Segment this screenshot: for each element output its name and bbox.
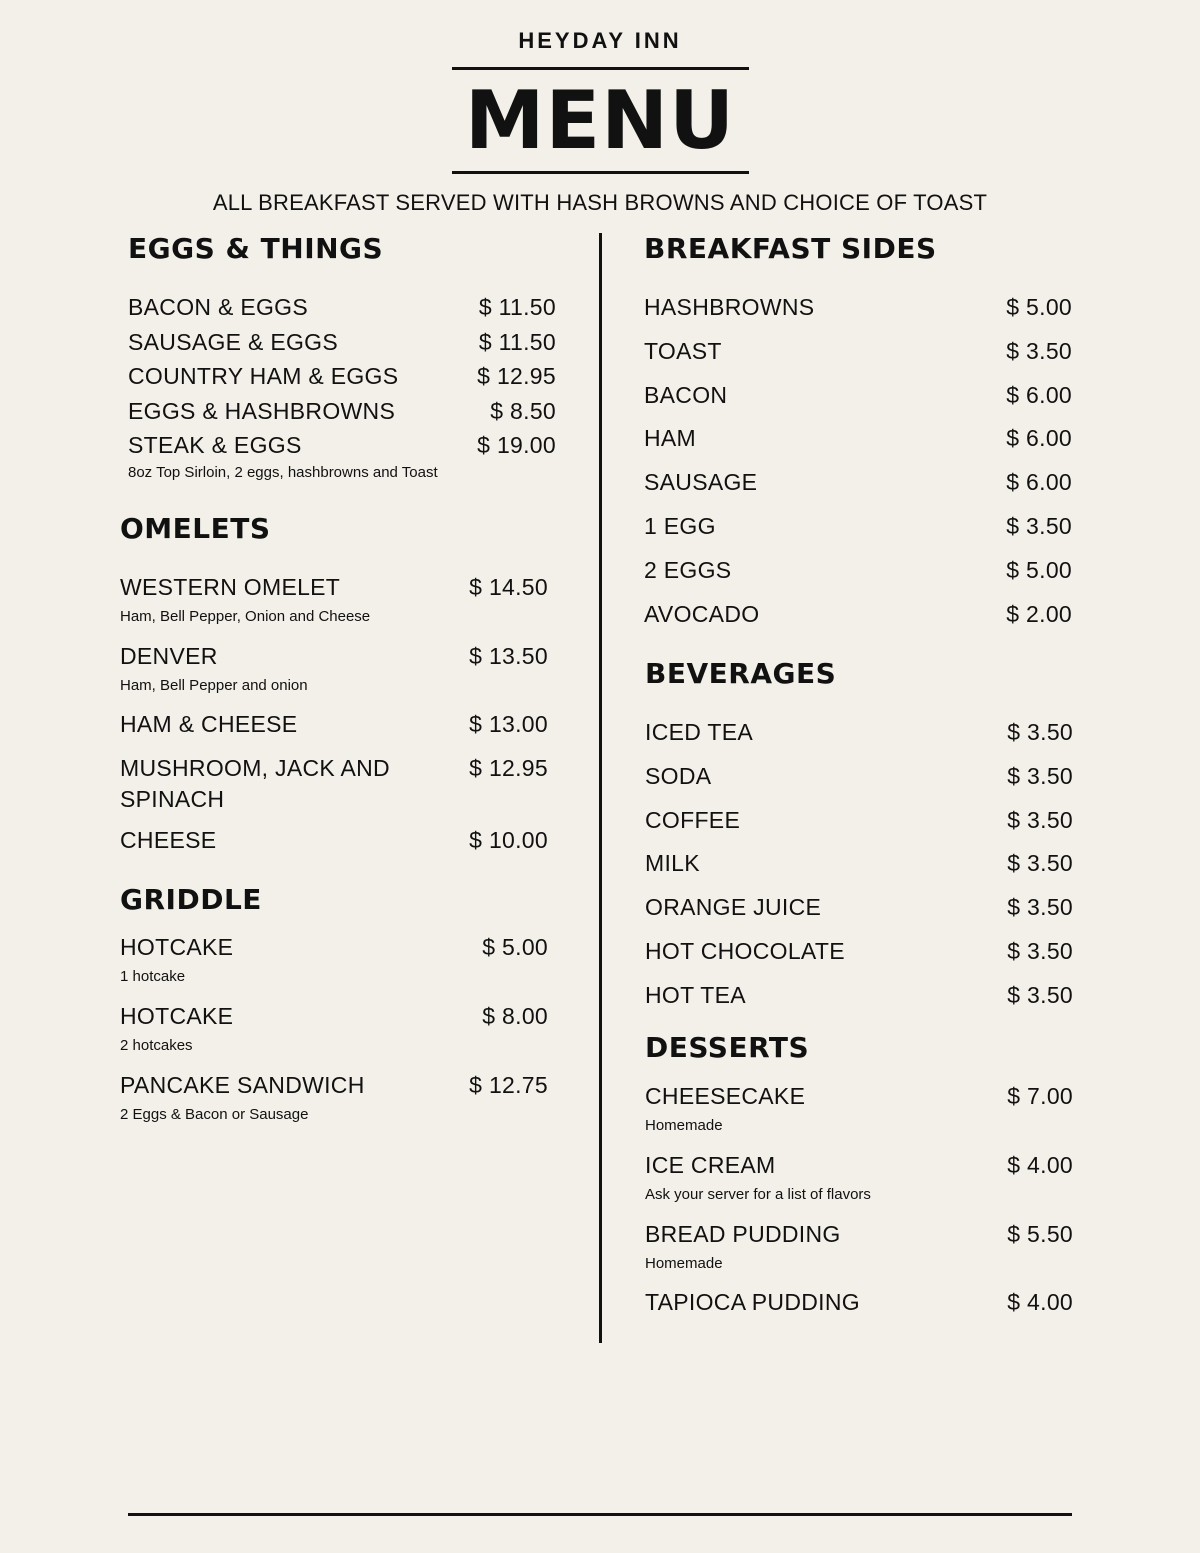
title-bottom-rule: [452, 171, 749, 174]
item-name: BREAD PUDDING: [645, 1221, 841, 1247]
item-price: $ 13.00: [469, 711, 548, 737]
item-name: ICE CREAM: [645, 1152, 776, 1178]
section-eggs-things: [128, 232, 556, 266]
menu-item: [120, 1070, 548, 1125]
item-description: Homemade: [645, 1117, 723, 1134]
item-name: DENVER: [120, 643, 218, 669]
item-description: 1 hotcake: [120, 968, 186, 985]
section-title: GRIDDLE: [120, 883, 262, 916]
menu-item: [645, 761, 1073, 805]
item-price: $ 12.75: [469, 1072, 548, 1098]
item-name: ICED TEA: [645, 719, 754, 745]
section-breakfast-sides: [644, 232, 1072, 266]
item-price: $ 6.00: [1006, 425, 1072, 452]
item-name: HAM: [644, 425, 697, 452]
item-name: SAUSAGE & EGGS: [128, 328, 338, 355]
menu-item: [128, 327, 556, 362]
item-name: WESTERN OMELET: [120, 574, 341, 600]
menu-item: [128, 361, 556, 396]
column-divider: [599, 233, 602, 1343]
item-price: $ 3.50: [1007, 894, 1073, 921]
menu-item: [645, 1081, 1073, 1150]
item-name: TOAST: [644, 337, 722, 364]
item-description: 2 hotcakes: [120, 1037, 193, 1054]
title-top-rule: [452, 67, 749, 70]
menu-item: [645, 892, 1073, 936]
item-price: $ 13.50: [469, 643, 548, 669]
menu-item: [645, 1287, 1073, 1318]
menu-item: [644, 555, 1072, 599]
item-price: $ 4.00: [1007, 1289, 1073, 1315]
footer-rule: [128, 1513, 1072, 1516]
item-price: $ 4.00: [1007, 1152, 1073, 1178]
item-price: $ 5.00: [1006, 556, 1072, 583]
section-griddle: [120, 883, 548, 917]
item-price: $ 5.00: [482, 934, 548, 960]
item-name: HASHBROWNS: [644, 294, 815, 320]
item-name: MUSHROOM, JACK AND SPINACH: [120, 755, 390, 812]
menu-item: [644, 511, 1072, 555]
menu-item: [128, 396, 556, 431]
beverages-list: [645, 717, 1073, 1024]
menu-title: MENU: [464, 74, 736, 167]
menu-item: [120, 753, 548, 825]
menu-item: [128, 292, 556, 327]
item-name: ORANGE JUICE: [645, 894, 822, 921]
item-price: $ 3.50: [1006, 512, 1072, 539]
griddle-list: [120, 932, 548, 1125]
item-price: $ 8.00: [482, 1003, 548, 1029]
item-name: HAM & CHEESE: [120, 711, 298, 737]
item-price: $ 11.50: [478, 294, 556, 320]
section-title: BREAKFAST SIDES: [644, 232, 937, 265]
menu-item: [120, 641, 548, 709]
section-title: OMELETS: [120, 512, 271, 545]
item-name: HOT TEA: [645, 981, 746, 1008]
item-price: $ 6.00: [1006, 381, 1072, 408]
menu-item: [120, 1001, 548, 1070]
menu-item: [120, 825, 548, 856]
desserts-list: [645, 1081, 1073, 1318]
menu-item: [645, 1219, 1073, 1287]
item-price: $ 3.50: [1007, 806, 1073, 833]
menu-item: [120, 932, 548, 1001]
menu-item: [645, 848, 1073, 892]
item-description: 2 Eggs & Bacon or Sausage: [120, 1106, 309, 1123]
item-description: 8oz Top Sirloin, 2 eggs, hashbrowns and Toast: [128, 464, 438, 481]
item-name: HOTCAKE: [120, 934, 234, 960]
item-name: STEAK & EGGS: [128, 432, 302, 458]
item-name: 2 EGGS: [644, 556, 732, 583]
item-price: $ 3.50: [1007, 762, 1073, 789]
item-name: AVOCADO: [644, 600, 760, 627]
item-name: MILK: [645, 850, 700, 877]
item-price: $ 2.00: [1006, 600, 1072, 627]
item-price: $ 11.50: [478, 328, 556, 355]
menu-item: [644, 423, 1072, 467]
item-name: SAUSAGE: [644, 469, 758, 496]
menu-item: [644, 380, 1072, 424]
omelets-list: [120, 572, 548, 856]
breakfast-sides-list: [644, 292, 1072, 642]
menu-item: [645, 805, 1073, 849]
item-name: PANCAKE SANDWICH: [120, 1072, 365, 1098]
menu-item: [645, 1150, 1073, 1219]
item-name: 1 EGG: [644, 512, 716, 539]
item-price: $ 3.50: [1007, 719, 1073, 745]
section-title: EGGS & THINGS: [128, 232, 384, 265]
menu-item: [644, 336, 1072, 380]
section-title: BEVERAGES: [645, 657, 837, 690]
menu-item: [120, 572, 548, 641]
item-price: $ 12.95: [469, 755, 548, 781]
item-price: $ 3.50: [1006, 337, 1072, 364]
item-name: BACON: [644, 381, 728, 408]
menu-subtitle: ALL BREAKFAST SERVED WITH HASH BROWNS AND CHOICE OF TOAST: [212, 190, 988, 215]
menu-item: [645, 717, 1073, 761]
menu-item: [645, 980, 1073, 1024]
menu-item: [645, 936, 1073, 980]
menu-item: [120, 709, 548, 753]
item-price: $ 19.00: [477, 432, 556, 458]
section-beverages: [645, 657, 1073, 691]
item-name: SODA: [645, 762, 712, 789]
menu-item: [644, 467, 1072, 511]
item-price: $ 6.00: [1006, 469, 1072, 496]
item-description: Ham, Bell Pepper and onion: [120, 677, 308, 694]
eggs-things-list: [128, 292, 556, 483]
item-name: CHEESE: [120, 827, 217, 853]
section-desserts: [645, 1031, 1073, 1065]
item-price: $ 7.00: [1007, 1083, 1073, 1109]
item-name: HOTCAKE: [120, 1003, 234, 1029]
item-name: CHEESECAKE: [645, 1083, 806, 1109]
item-price: $ 3.50: [1007, 937, 1073, 964]
item-name: BACON & EGGS: [128, 294, 308, 320]
brand-name: HEYDAY INN: [518, 28, 682, 53]
menu-item: [644, 292, 1072, 336]
item-name: EGGS & HASHBROWNS: [128, 397, 396, 424]
item-description: Ask your server for a list of flavors: [645, 1186, 871, 1203]
item-price: $ 3.50: [1007, 850, 1073, 877]
menu-item: [128, 430, 556, 483]
item-name: COFFEE: [645, 806, 741, 833]
item-price: $ 3.50: [1007, 981, 1073, 1008]
item-price: $ 10.00: [469, 827, 548, 853]
item-price: $ 5.50: [1007, 1221, 1073, 1247]
item-name: HOT CHOCOLATE: [645, 937, 845, 964]
menu-item: [644, 599, 1072, 643]
section-omelets: [120, 512, 548, 546]
section-title: DESSERTS: [645, 1031, 810, 1064]
item-price: $ 12.95: [477, 363, 556, 389]
item-name: COUNTRY HAM & EGGS: [128, 363, 399, 389]
item-description: Ham, Bell Pepper, Onion and Cheese: [120, 608, 371, 625]
item-description: Homemade: [645, 1255, 723, 1272]
item-price: $ 5.00: [1006, 294, 1072, 320]
item-name: TAPIOCA PUDDING: [645, 1289, 860, 1315]
item-price: $ 14.50: [469, 574, 548, 600]
item-price: $ 8.50: [490, 397, 556, 424]
